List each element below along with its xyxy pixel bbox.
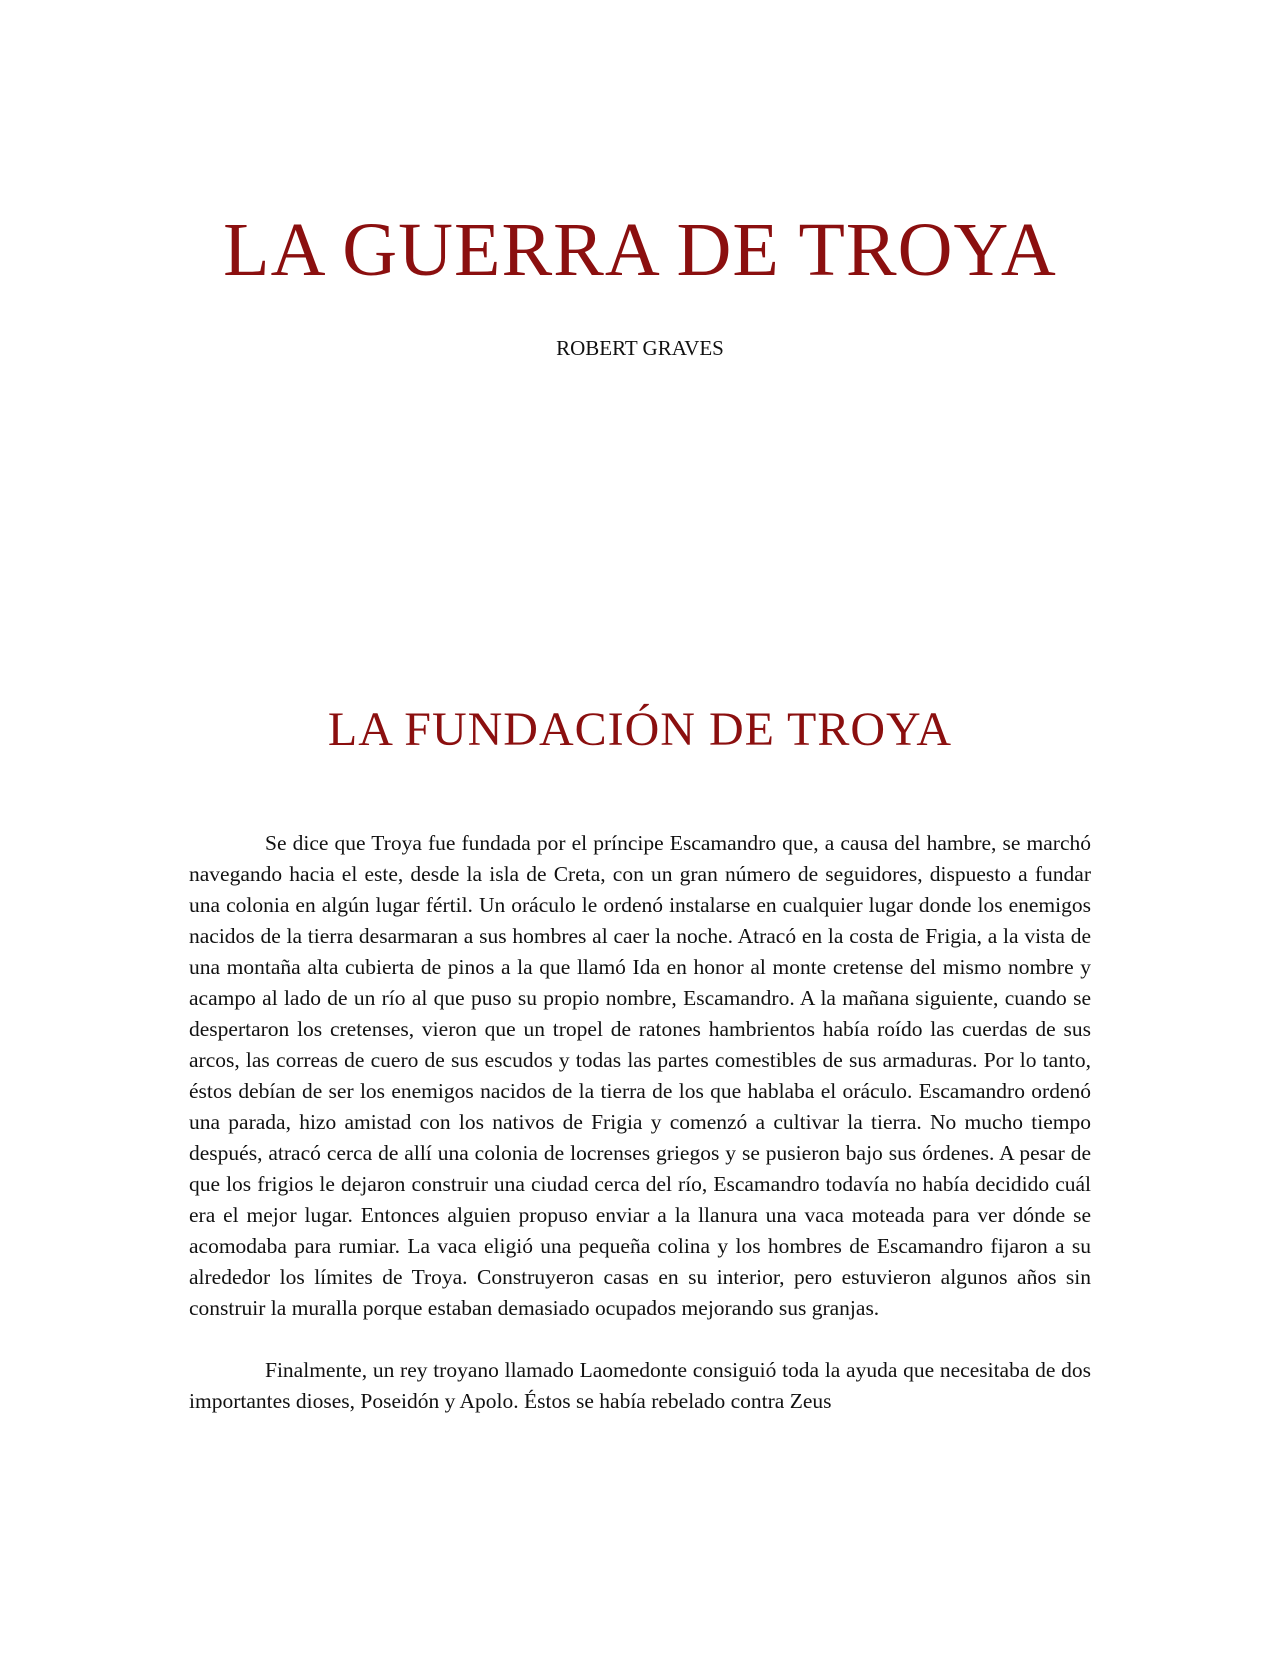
book-title: LA GUERRA DE TROYA bbox=[223, 208, 1057, 292]
paragraph-1: Se dice que Troya fue fundada por el príncipe Escamandro que, a causa del hambre, se marchó navegando hacia el este, desde la isla de Creta, con un gran número de seguidores, dispuesto a fundar una colonia en algún lugar fértil. Un oráculo le ordenó instalarse en cualquier lugar donde los enemigos nacidos de la tierra desarmaran a sus hombres al caer la noche. Atracó en la costa de Frigia, a la vista de una montaña alta cubierta de pinos a la que llamó Ida en honor al monte cretense del mismo nombre y acampo al lado de un río al que puso su propio nombre, Escamandro. A la mañana siguiente, cuando se despertaron los cretenses, vieron que un tropel de ratones hambrientos había roído las cuerdas de sus arcos, las correas de cuero de sus escudos y todas las partes comestibles de sus armaduras. Por lo tanto, éstos debían de ser los enemigos nacidos de la tierra de los que hablaba el oráculo. Escamandro ordenó una parada, hizo amistad con los nativos de Frigia y comenzó a cultivar la tierra. No mucho tiempo después, atracó cerca de allí una colonia de locrenses griegos y se pusieron bajo sus órdenes. A pesar de que los frigios le dejaron construir una ciudad cerca del río, Escamandro todavía no había decidido cuál era el mejor lugar. Entonces alguien propuso enviar a la llanura una vaca moteada para ver dónde se acomodaba para rumiar. La vaca eligió una pequeña colina y los hombres de Escamandro fijaron a su alrededor los límites de Troya. Construyeron casas en su interior, pero estuvieron algunos años sin construir la muralla porque estaban demasiado ocupados mejorando sus granjas. bbox=[189, 831, 1091, 1320]
body-text bbox=[189, 828, 1091, 1417]
paragraph-2: Finalmente, un rey troyano llamado Laomedonte consiguió toda la ayuda que necesitaba de dos importantes dioses, Poseidón y Apolo. Éstos se había rebelado contra Zeus bbox=[189, 1358, 1091, 1413]
author-name: ROBERT GRAVES bbox=[556, 336, 724, 360]
chapter-title: LA FUNDACIÓN DE TROYA bbox=[327, 703, 953, 756]
